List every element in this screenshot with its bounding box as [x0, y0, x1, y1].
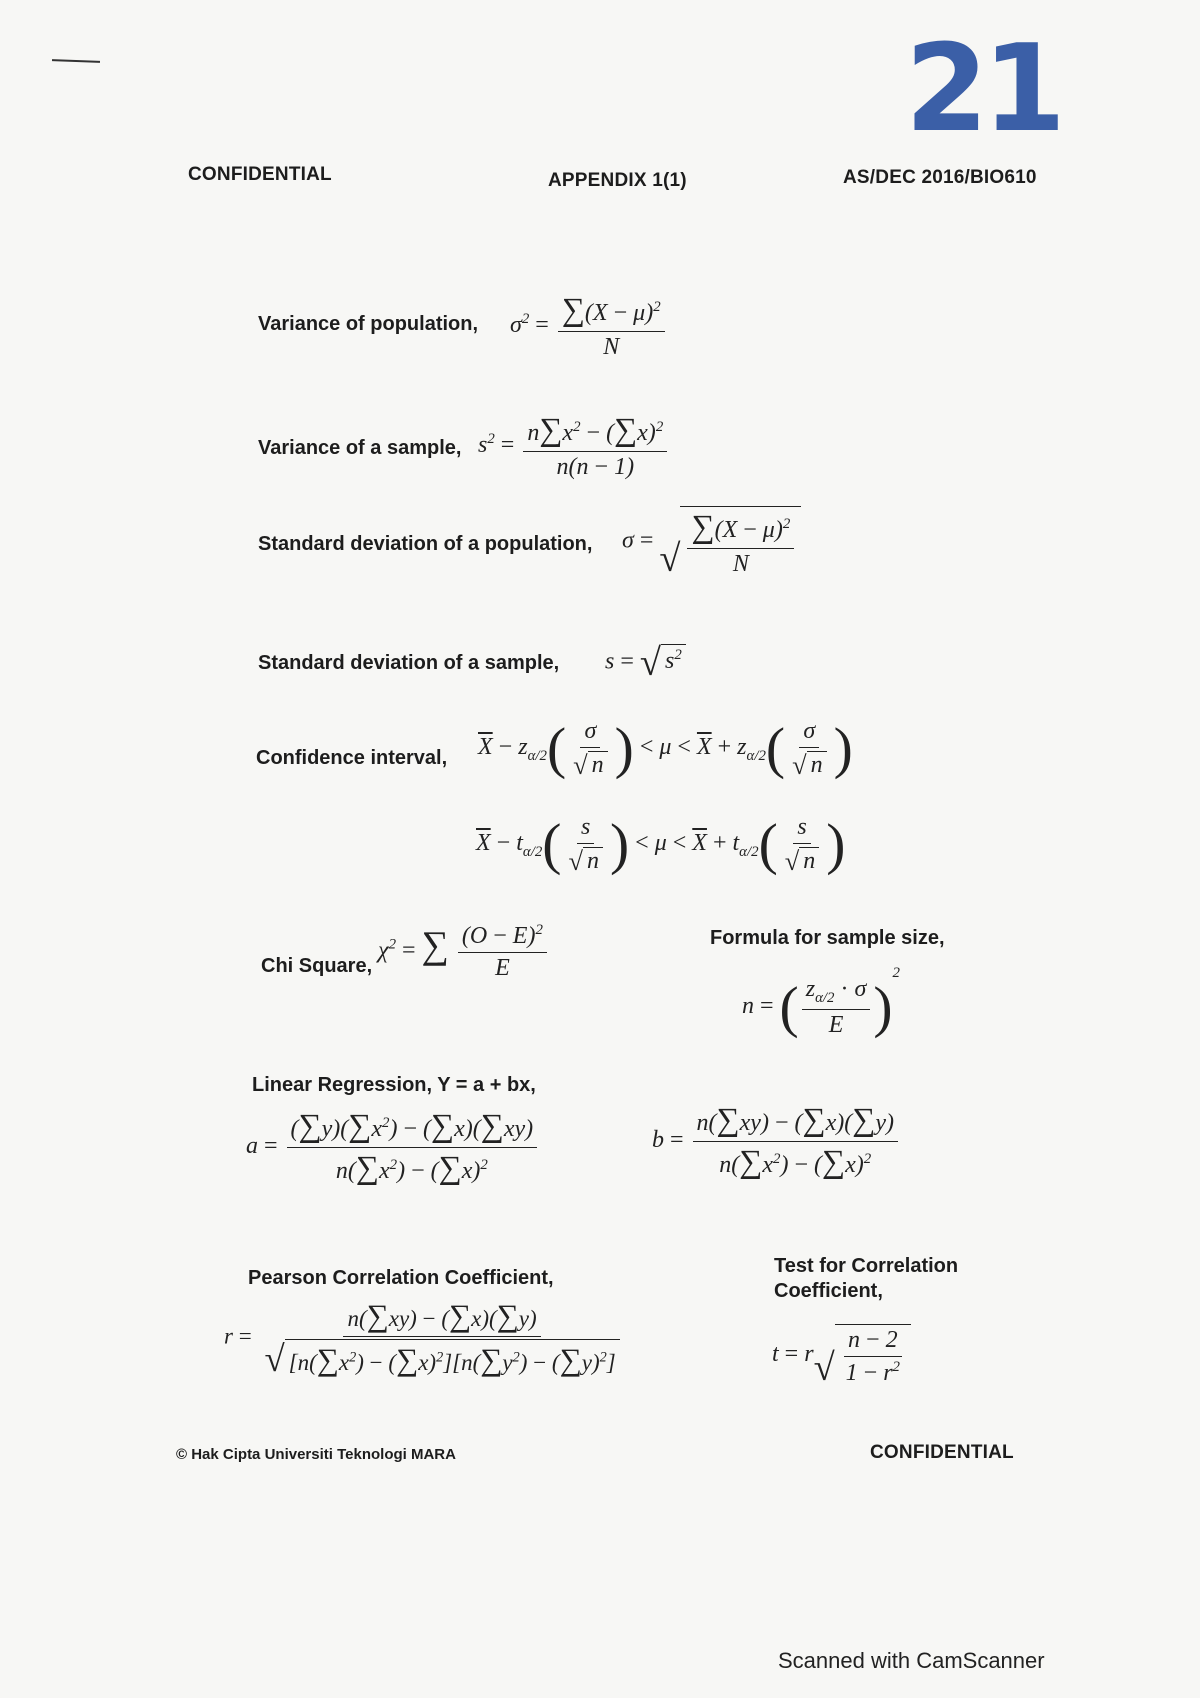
formula-regression-b: b = $\frac{n(\sum xy) - (\sum x)(\sum y)}{n(\sum x^2) - (\sum x)^2}$ [652, 1102, 901, 1181]
label-pearson: Pearson Correlation Coefficient, [248, 1267, 554, 1289]
footer-confidential: CONFIDENTIAL [870, 1442, 1014, 1463]
camscanner-watermark: Scanned with CamScanner [778, 1648, 1045, 1673]
label-variance-sample: Variance of a sample, [258, 437, 462, 459]
header-confidential: CONFIDENTIAL [188, 164, 332, 185]
label-sd-population: Standard deviation of a population, [258, 533, 593, 555]
formula-confidence-interval-z: $\overline{X} - z_{\alpha/2}$( σ √ n ) < $\mu < \overline{X} + z_{\alpha/2}$( σ √ n ) [478, 717, 853, 781]
formula-sd-sample: s = √ $s^2$ [605, 644, 686, 682]
formula-test-correlation: t = r √ $\frac{n - 2}{1 - r^2}$ [772, 1324, 911, 1387]
formula-sample-size: n = ( $\frac{z_{\alpha/2} \cdot \sigma}{E}$ )$^2$ [742, 965, 900, 1039]
formula-regression-a: a = $\frac{(\sum y)(\sum x^2) - (\sum x)(\sum xy)}{n(\sum x^2) - (\sum x)^2}$ [246, 1108, 540, 1187]
label-test-correlation-2: Coefficient, [774, 1280, 883, 1302]
formula-chi-square: $\chi^2$ = ∑ $\frac{(O - E)^2}{E}$ [378, 922, 550, 982]
label-linear-regression: Linear Regression, Y = a + bx, [252, 1074, 536, 1096]
label-test-correlation-1: Test for Correlation [774, 1255, 959, 1277]
formula-variance-population: $\sigma^2$ = $\frac{\sum(X - \mu)^2}{N}$ [510, 292, 668, 361]
label-chi-square: Chi Square, [261, 955, 373, 977]
footer-copyright: © Hak Cipta Universiti Teknologi MARA [176, 1446, 456, 1463]
formula-pearson: r = n(∑xy) − (∑x)(∑y) √ $[n(\sum x^2) - (\sum x)^2][n(\sum y^2) - (\sum y)^2]$ [224, 1298, 627, 1378]
label-sd-sample: Standard deviation of a sample, [258, 652, 560, 674]
label-confidence-interval: Confidence interval, [256, 747, 448, 769]
formula-confidence-interval-t: $\overline{X} - t_{\alpha/2}$( s √ n ) < $\mu < \overline{X} + t_{\alpha/2}$( s √ n ) [476, 813, 846, 877]
label-sample-size: Formula for sample size, [710, 927, 945, 949]
label-variance-population: Variance of population, [258, 313, 479, 335]
header-course-code: AS/DEC 2016/BIO610 [843, 167, 1037, 188]
scan-mark [52, 59, 100, 63]
formula-variance-sample: $s^2$ = $\frac{n\sum x^2 - (\sum x)^2}{n(n - 1)}$ [478, 412, 670, 481]
header-appendix: APPENDIX 1(1) [548, 170, 687, 191]
formula-sd-population: σ = √ $\frac{\sum(X - \mu)^2}{N}$ [622, 506, 801, 578]
handwritten-page-number: 21 [905, 20, 1060, 159]
